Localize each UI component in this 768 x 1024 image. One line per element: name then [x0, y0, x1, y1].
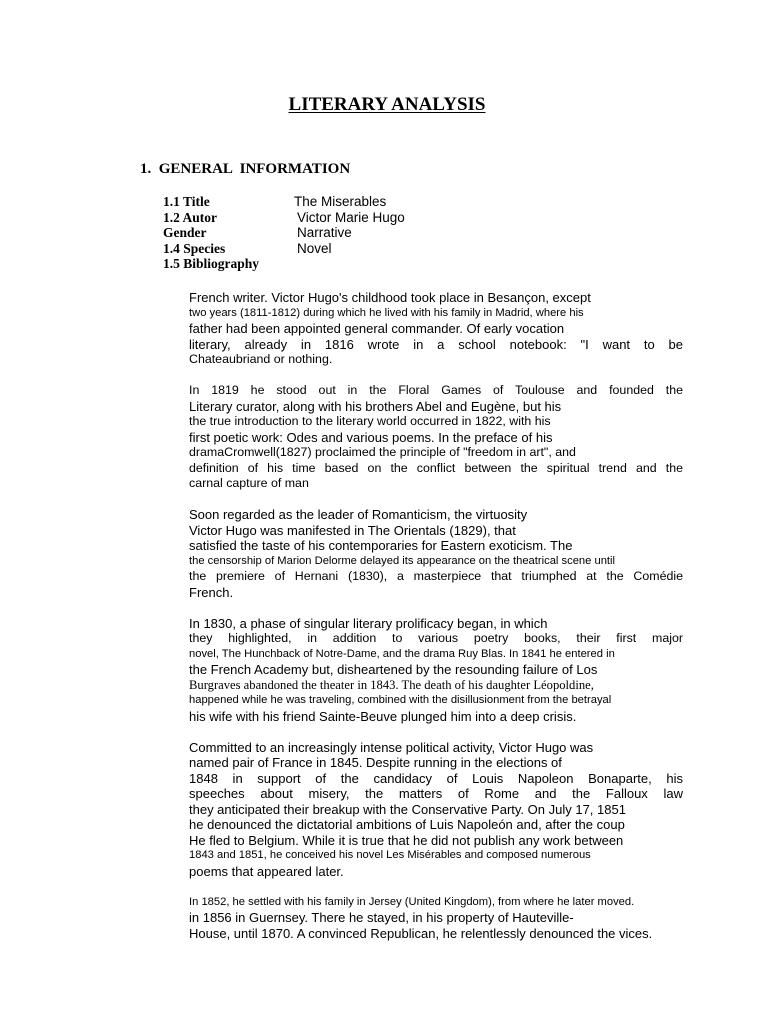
text-line: Soon regarded as the leader of Romanticism, the virtuosity: [189, 507, 528, 522]
text-line: carnal capture of man: [189, 476, 309, 490]
text-line: Burgraves abandoned the theater in 1843. The death of his daughter Léopoldine,: [189, 677, 594, 692]
text-line: Committed to an increasingly intense political activity, Victor Hugo was: [189, 739, 594, 755]
text-line: they highlighted, in addition to various poetry books, their first major: [189, 631, 683, 645]
text-line: In 1819 he stood out in the Floral Games of Toulouse and founded the: [189, 383, 683, 397]
text-line: Victor Hugo was manifested in The Orientals (1829), that: [189, 522, 516, 538]
info-label: Gender: [163, 225, 207, 240]
text-line: House, until 1870. A convinced Republican, he relentlessly denounced the vices.: [189, 925, 653, 941]
info-row-title: [163, 194, 387, 210]
text-line: poems that appeared later.: [189, 863, 344, 879]
text-line: speeches about misery, the matters of Rome and the Falloux law: [189, 786, 683, 801]
info-label: 1.2 Autor: [163, 209, 217, 225]
text-line: first poetic work: Odes and various poems. In the preface of his: [189, 429, 553, 445]
text-line: father had been appointed general commander. Of early vocation: [189, 321, 565, 336]
info-value: Victor Marie Hugo: [297, 209, 405, 225]
text-line: French.: [189, 584, 234, 600]
text-line: dramaCromwell(1827) proclaimed the principle of "freedom in art", and: [189, 445, 576, 459]
text-line: the true introduction to the literary world occurred in 1822, with his: [189, 414, 551, 428]
text-line: novel, The Hunchback of Notre-Dame, and the drama Ruy Blas. In 1841 he entered in: [189, 647, 615, 660]
info-label: 1.1 Title: [163, 194, 210, 209]
paragraph: [189, 895, 683, 942]
section-heading: 1. GENERAL INFORMATION: [140, 161, 351, 177]
text-line: satisfied the taste of his contemporaries for Eastern exoticism. The: [189, 538, 573, 553]
info-value: The Miserables: [294, 194, 387, 209]
text-line: Literary curator, along with his brothers Abel and Eugène, but his: [189, 398, 562, 414]
info-value: Narrative: [297, 225, 352, 240]
text-line: happened while he was traveling, combined with the disillusionment from the betrayal: [189, 694, 612, 706]
text-line: they anticipated their breakup with the Conservative Party. On July 17, 1851: [189, 801, 626, 817]
paragraph: [189, 616, 683, 725]
text-line: In 1830, a phase of singular literary prolificacy began, in which: [189, 615, 548, 631]
text-line: in 1856 in Guernsey. There he stayed, in his property of Hauteville-: [189, 910, 574, 925]
text-line: he denounced the dictatorial ambitions of Luis Napoleón and, after the coup: [189, 817, 625, 832]
text-line: two years (1811-1812) during which he lived with his family in Madrid, where his: [189, 306, 584, 319]
text-line: 1843 and 1851, he conceived his novel Les Misérables and composed numerous: [189, 849, 591, 861]
text-line: definition of his time based on the conflict between the spiritual trend and the: [189, 460, 683, 475]
info-row-gender: [163, 225, 352, 241]
paragraph: [189, 740, 683, 880]
text-line: 1848 in support of the candidacy of Louis Napoleon Bonaparte, his: [189, 770, 683, 786]
text-line: his wife with his friend Sainte-Beuve plunged him into a deep crisis.: [189, 708, 577, 724]
paragraph: [189, 290, 683, 368]
info-row-author: [163, 209, 405, 226]
text-line: the premiere of Hernani (1830), a masterpiece that triumphed at the Comédie: [189, 569, 683, 583]
info-row-bibliography: [163, 256, 259, 272]
text-line: In 1852, he settled with his family in Jersey (United Kingdom), from where he later moved.: [189, 895, 635, 908]
document-title: LITERARY ANALYSIS: [288, 94, 486, 115]
text-line: French writer. Victor Hugo's childhood took place in Besançon, except: [189, 290, 591, 305]
info-row-species: [163, 240, 332, 257]
paragraph: [189, 383, 683, 492]
general-info-list: [163, 194, 405, 272]
text-line: Chateaubriand or nothing.: [189, 352, 333, 366]
paragraph: [189, 507, 683, 600]
info-label: 1.5 Bibliography: [163, 256, 260, 271]
text-line: named pair of France in 1845. Despite running in the elections of: [189, 755, 562, 770]
info-value: Novel: [297, 240, 332, 256]
info-label: 1.4 Species: [163, 240, 226, 256]
text-line: the censorship of Marion Delorme delayed its appearance on the theatrical scene until: [189, 554, 615, 567]
text-line: literary, already in 1816 wrote in a school notebook: "I want to be: [189, 336, 683, 352]
bibliography-text: [189, 290, 683, 957]
text-line: the French Academy but, disheartened by the resounding failure of Los: [189, 662, 598, 677]
text-line: He fled to Belgium. While it is true that he did not publish any work between: [189, 832, 624, 848]
